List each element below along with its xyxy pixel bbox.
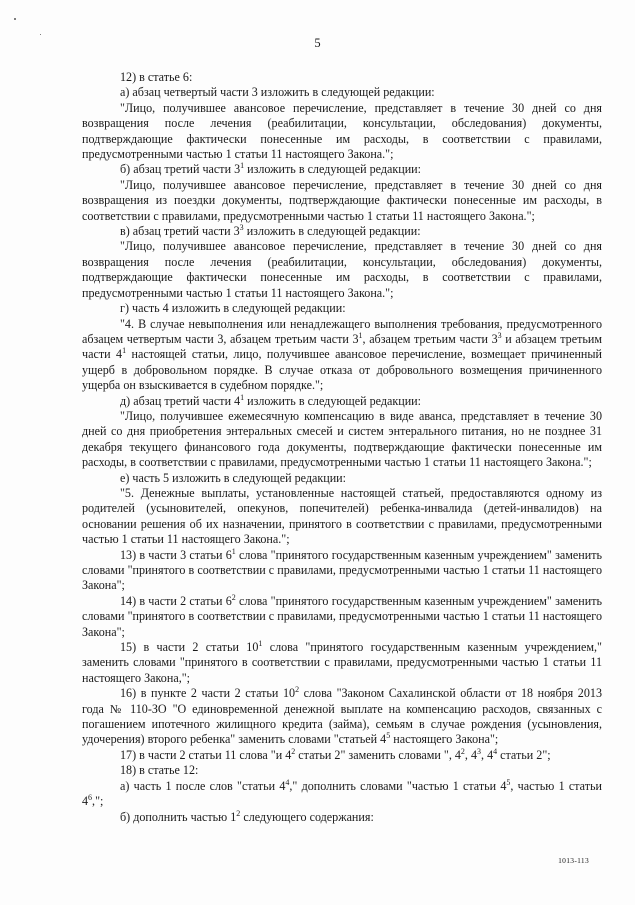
paragraph: б) абзац третий части $3^1$ изложить в следующей редакции: [120, 161, 422, 177]
paragraph: е) часть 5 изложить в следующей редакции: [120, 470, 346, 485]
paragraph: 17) в части 2 статьи 11 слова "и $4^2$ статьи 2" заменить словами ", $4^2$, $4^3$, $4^4$ статьи 2"; [120, 746, 551, 762]
paragraph: г) часть 4 изложить в следующей редакции: [120, 301, 346, 316]
paragraph: 13) в части 3 статьи $6^1$ слова "принятого государственным казенным учреждением" заменить словами "принятого в соответствии с правилами, предусмотренными частью 1 статьи 11 настоящего Закона"; [82, 546, 603, 593]
paragraph: д) абзац третий части $4^1$ изложить в следующей редакции: [120, 392, 422, 408]
paragraph: 18) в статье 12: [120, 763, 199, 778]
paragraph: а) абзац четвертый части 3 изложить в следующей редакции: [120, 85, 435, 100]
paragraph: "Лицо, получившее ежемесячную компенсацию в виде аванса, представляет в течение 30 дней со дня приобретения энтеральных смесей и систем энтерального питания, но не позднее 31 декабря текущего финансового года документы, подтверждающие фактически понесенные им расходы, в соответствии с правилами, предусмотренными частью 1 статьи 11 настоящего Закона."; [82, 408, 602, 470]
paragraph: б) дополнить частью $1^2$ следующего содержания: [120, 808, 374, 824]
paragraph: в) абзац третий части $3^3$ изложить в следующей редакции: [120, 223, 421, 239]
paragraph: 15) в части 2 статьи $10^1$ слова "принятого государственным казенным учреждением," заменить словами "принятого в соответствии с правилами, предусмотренными частью 1 статьи 11 настоящего Закона,"; [82, 639, 602, 685]
document-body [82, 70, 602, 825]
scan-speck [14, 18, 16, 20]
page-number: 5 [314, 36, 321, 50]
paragraph: а) часть 1 после слов "статьи $4^4$," дополнить словами "частью 1 статьи $4^5$, частью 1 статьи $4^6$,"; [82, 777, 602, 809]
document-code: 1013-113 [558, 856, 589, 865]
paragraph: 16) в пункте 2 части 2 статьи $10^2$ слова "Законом Сахалинской области от 18 ноября 2013 года № 110-ЗО "О единовременной денежной выплате на компенсацию расходов, связанных с погашением ипотечного жилищного кредита (займа), семьям в случае рождения (усыновления, удочерения) второго ребенка" заменить словами "статьей $4^5$ настоящего Закона"; [82, 685, 602, 747]
paragraph: 12) в статье 6: [120, 70, 193, 84]
paragraph: "Лицо, получившее авансовое перечисление, представляет в течение 30 дней со дня возвращения после лечения (реабилитации, консультации, обследования) документы, подтверждающие фактически понесенные им расходы, в соответствии с правилами, предусмотренными частью 1 статьи 11 настоящего Закона."; [82, 239, 602, 300]
paragraph: 14) в части 2 статьи $6^2$ слова "принятого государственным казенным учреждением" заменить словами "принятого в соответствии с правилами, предусмотренными частью 1 статьи 11 настоящего Закона"; [82, 592, 603, 639]
paragraph: "5. Денежные выплаты, установленные настоящей статьей, предоставляются одному из родителей (усыновителей, опекунов, попечителей) ребенка-инвалида (детей-инвалидов) на основании решения об их назначении, принятого в соответствии с правилами, предусмотренными частью 1 статьи 11 настоящего Закона."; [82, 485, 602, 547]
scan-speck [40, 34, 41, 35]
paragraph: "4. В случае невыполнения или ненадлежащего выполнения требования, предусмотренного абзацем четвертым части 3, абзацем третьим части $3^1$, абзацем третьим части $3^3$ и абзацем третьим части $4^1$ настоящей статьи, лицо, получившее авансовое перечисление, возмещает причиненный ущерб в добровольном порядке. В случае отказа от добровольного возмещения причиненного ущерба он взыскивается в судебном порядке."; [82, 316, 602, 393]
paragraph: "Лицо, получившее авансовое перечисление, представляет в течение 30 дней со дня возвращения после лечения (реабилитации, консультации, обследования) документы, подтверждающие фактически понесенные им расходы, в соответствии с правилами, предусмотренными частью 1 статьи 11 настоящего Закона."; [82, 100, 602, 162]
paragraph: "Лицо, получившее авансовое перечисление, представляет в течение 30 дней со дня возвращения из поездки документы, подтверждающие фактически понесенные им расходы, в соответствии с правилами, предусмотренными частью 1 статьи 11 настоящего Закона."; [82, 177, 602, 223]
